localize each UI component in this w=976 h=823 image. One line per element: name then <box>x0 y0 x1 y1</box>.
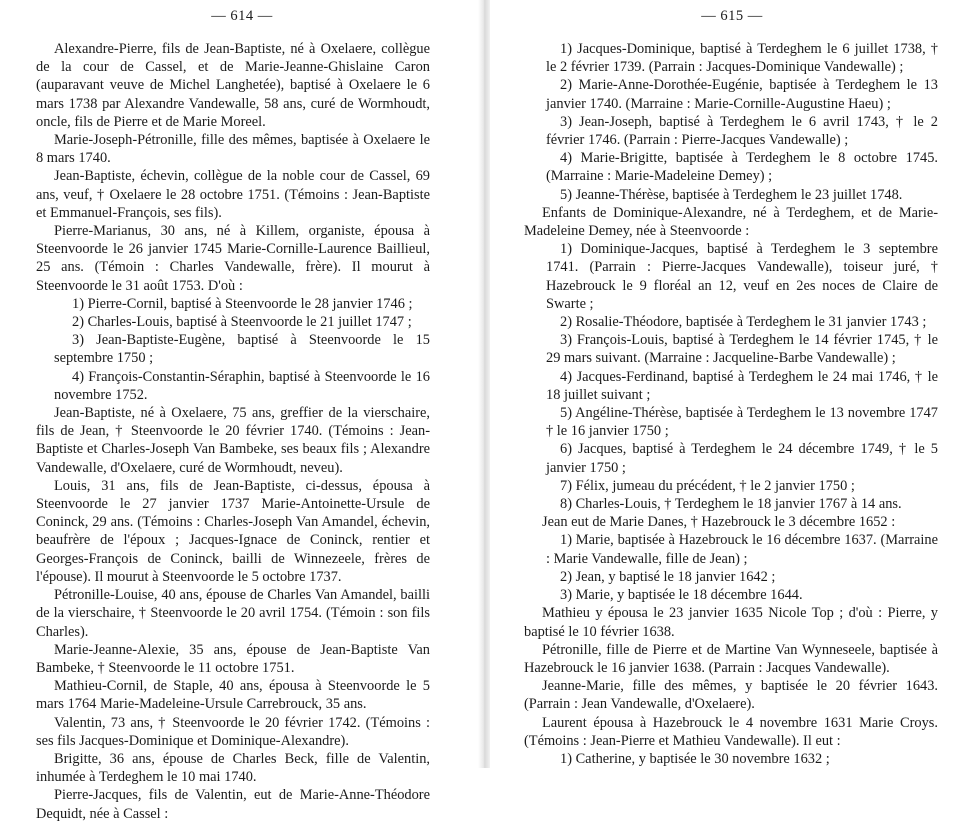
left-paragraph-14: Valentin, 73 ans, † Steenvoorde le 20 février 1742. (Témoins : ses fils Jacques-Dominique et Dominique-Alexandre). <box>36 714 430 749</box>
right-page <box>488 0 976 768</box>
left-paragraph-4: Pierre-Marianus, 30 ans, né à Killem, organiste, épousa à Steenvoorde le 26 janvier 1745 Marie-Cornille-Laurence Baillieul, 25 ans. (Témoin : Charles Vandewalle, frère). Il mourut à Steenvoorde le 31 août 1753. D'où : <box>36 223 430 294</box>
right-paragraph-13: 7) Félix, jumeau du précédent, † le 2 janvier 1750 ; <box>560 477 855 494</box>
left-paragraph-10: Louis, 31 ans, fils de Jean-Baptiste, ci-dessus, épousa à Steenvoorde le 27 janvier 1737 Marie-Antoinette-Ursule de Coninck, 29 ans. (Témoins : Charles-Joseph Van Amandel, échevin, beaufrère de l'époux ; Jacques-Ignace de Coninck, rentier et Georges-François de Coninck, bailli de Winnezeele, frères de l'épouse). Il mourut à Steenvoorde le 5 octobre 1737. <box>36 477 430 585</box>
right-paragraph-9: 3) François-Louis, baptisé à Terdeghem le 14 février 1745, † le 29 mars suivant. (Marraine : Jacqueline-Barbe Vandewalle) ; <box>546 332 938 367</box>
right-paragraph-14: 8) Charles-Louis, † Terdeghem le 18 janvier 1767 à 14 ans. <box>560 496 902 513</box>
left-paragraph-3: Jean-Baptiste, échevin, collègue de la noble cour de Cassel, 69 ans, veuf, † Oxelaere le 28 octobre 1751. (Témoins : Jean-Baptiste et Emmanuel-François, ses fils). <box>36 168 430 221</box>
left-page <box>0 0 484 822</box>
left-paragraph-16: Pierre-Jacques, fils de Valentin, eut de Marie-Anne-Théodore Dequidt, née à Cassel : <box>36 787 430 822</box>
left-paragraph-13: Mathieu-Cornil, de Staple, 40 ans, épousa à Steenvoorde le 5 mars 1764 Marie-Madeleine-Ursule Carrebrouck, 35 ans. <box>36 678 430 713</box>
right-paragraph-17: 2) Jean, y baptisé le 18 janvier 1642 ; <box>560 568 776 585</box>
left-paragraph-1: Alexandre-Pierre, fils de Jean-Baptiste, né à Oxelaere, collègue de la cour de Cassel, et de Marie-Jeanne-Ghislaine Caron (auparavant veuve de Michel Langhetée), baptisé à Oxelaere le 6 mars 1738 par Alexandre Vandewalle, 58 ans, curé de Wormhoudt, oncle, fils de Pierre et de Marie Moreel. <box>36 41 430 130</box>
right-paragraph-22: Laurent épousa à Hazebrouck le 4 novembre 1631 Marie Croys. (Témoins : Jean-Pierre et Mathieu Vandewalle). Il eut : <box>524 714 938 749</box>
left-paragraph-11: Pétronille-Louise, 40 ans, épouse de Charles Van Amandel, bailli de la vierschaire, † Steenvoorde le 20 avril 1754. (Témoin : son fils Charles). <box>36 587 430 640</box>
right-paragraph-19: Mathieu y épousa le 23 janvier 1635 Nicole Top ; d'où : Pierre, y baptisé le 10 février 1638. <box>524 605 938 640</box>
right-paragraph-15: Jean eut de Marie Danes, † Hazebrouck le 3 décembre 1652 : <box>542 514 896 531</box>
right-paragraph-2: 2) Marie-Anne-Dorothée-Eugénie, baptisée à Terdeghem le 13 janvier 1740. (Marraine : Marie-Cornille-Augustine Haeu) ; <box>546 77 938 112</box>
right-page-number: — 615 — <box>701 8 763 24</box>
right-paragraph-12: 6) Jacques, baptisé à Terdeghem le 24 décembre 1749, † le 5 janvier 1750 ; <box>546 441 938 476</box>
left-page-number: — 614 — <box>211 8 273 24</box>
right-paragraph-11: 5) Angéline-Thérèse, baptisée à Terdeghem le 13 novembre 1747 † le 16 janvier 1750 ; <box>546 405 938 440</box>
left-paragraph-12: Marie-Jeanne-Alexie, 35 ans, épouse de Jean-Baptiste Van Bambeke, † Steenvoorde le 11 octobre 1751. <box>36 641 430 676</box>
right-paragraph-20: Pétronille, fille de Pierre et de Martine Van Wynneseele, baptisée à Hazebrouck le 16 janvier 1638. (Parrain : Jacques Vandewalle). <box>524 641 938 676</box>
left-paragraph-7: 3) Jean-Baptiste-Eugène, baptisé à Steenvoorde le 15 septembre 1750 ; <box>54 332 430 367</box>
right-paragraph-16: 1) Marie, baptisée à Hazebrouck le 16 décembre 1637. (Marraine : Marie Vandewalle, fille de Jean) ; <box>546 532 938 567</box>
left-paragraph-15: Brigitte, 36 ans, épouse de Charles Beck, fille de Valentin, inhumée à Terdeghem le 10 mai 1740. <box>36 750 430 786</box>
left-paragraph-9: Jean-Baptiste, né à Oxelaere, 75 ans, greffier de la vierschaire, fils de Jean, † Steenvoorde le 20 février 1740. (Témoins : Jean-Baptiste et Charles-Joseph Van Bambeke, ses beaux fils ; Alexandre Vandewalle, d'Oxelaere, curé de Wormhoudt, neveu). <box>36 405 430 476</box>
right-paragraph-21: Jeanne-Marie, fille des mêmes, y baptisée le 20 février 1643. (Parrain : Jean Vandewalle, d'Oxelaere). <box>524 678 938 713</box>
right-paragraph-3: 3) Jean-Joseph, baptisé à Terdeghem le 6 avril 1743, † le 2 février 1746. (Parrain : Pierre-Jacques Vandewalle) ; <box>546 113 938 149</box>
left-paragraph-2: Marie-Joseph-Pétronille, fille des mêmes, baptisée à Oxelaere le 8 mars 1740. <box>36 132 430 167</box>
left-paragraph-5: 1) Pierre-Cornil, baptisé à Steenvoorde le 28 janvier 1746 ; <box>72 295 413 312</box>
left-paragraph-6: 2) Charles-Louis, baptisé à Steenvoorde le 21 juillet 1747 ; <box>72 314 412 331</box>
right-paragraph-10: 4) Jacques-Ferdinand, baptisé à Terdeghem le 24 mai 1746, † le 18 juillet suivant ; <box>546 368 938 403</box>
right-paragraph-4: 4) Marie-Brigitte, baptisée à Terdeghem le 8 octobre 1745. (Marraine : Marie-Madeleine Demey) ; <box>546 150 938 185</box>
right-paragraph-23: 1) Catherine, y baptisée le 30 novembre 1632 ; <box>560 750 830 767</box>
right-paragraph-6: Enfants de Dominique-Alexandre, né à Terdeghem, et de Marie-Madeleine Demey, née à Steenvoorde : <box>524 204 938 240</box>
left-page-body <box>36 40 430 823</box>
left-paragraph-8: 4) François-Constantin-Séraphin, baptisé à Steenvoorde le 16 novembre 1752. <box>54 368 430 403</box>
right-paragraph-7: 1) Dominique-Jacques, baptisé à Terdeghem le 3 septembre 1741. (Parrain : Pierre-Jacques Vandewalle), toiseur juré, † Hazebrouck le 9 floréal an 12, veuf en 2es noces de Claire de Swarte ; <box>546 241 938 312</box>
right-paragraph-5: 5) Jeanne-Thérèse, baptisée à Terdeghem le 23 juillet 1748. <box>560 186 903 203</box>
right-page-body <box>524 40 938 768</box>
right-paragraph-8: 2) Rosalie-Théodore, baptisée à Terdeghem le 31 janvier 1743 ; <box>560 314 927 331</box>
right-paragraph-1: 1) Jacques-Dominique, baptisé à Terdeghem le 6 juillet 1738, † le 2 février 1739. (Parrain : Jacques-Dominique Vandewalle) ; <box>546 41 938 76</box>
right-paragraph-18: 3) Marie, y baptisée le 18 décembre 1644. <box>560 587 803 604</box>
